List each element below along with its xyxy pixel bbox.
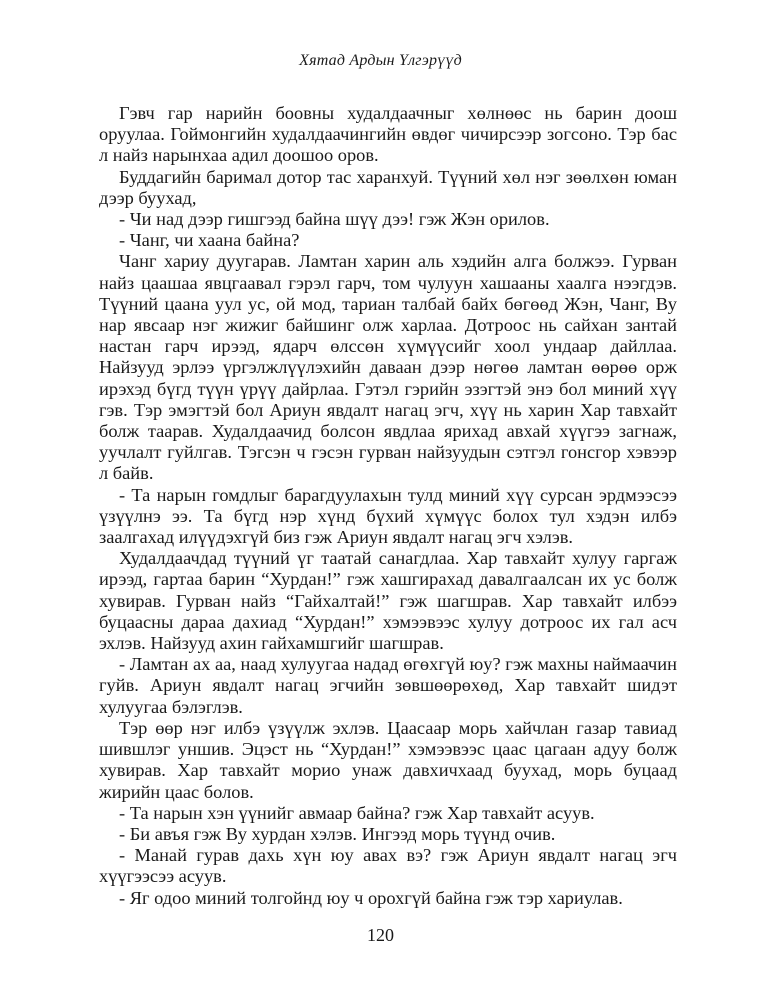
paragraph: Тэр өөр нэг илбэ үзүүлж эхлэв. Цаасаар морь хайчлан газар тавиад шившлэг уншив. Эцэст нь “Хурдан!” хэмээвээс цаас цагаан адуу болж хувирав. Хар тавхайт морио унаж давхичхаад буухад, морь буцаад жирийн цаас болов. — [99, 717, 677, 802]
paragraph: Гэвч гар нарийн боовны худалдаачныг хөлнөөс нь барин доош оруулаа. Гоймонгийн худалдаачингийн өвдөг чичирсээр зогсоно. Тэр бас л найз нарынхаа адил доошоо оров. — [99, 103, 677, 166]
page-number: 120 — [367, 925, 394, 945]
dialogue-line: - Манай гурав дахь хүн юу авах вэ? гэж Ариун явдалт нагац эгч хүүгээсээ асуув. — [99, 845, 677, 887]
dialogue-line: - Ламтан ах аа, наад хулуугаа надад өгөхгүй юу? гэж махны наймаачин гуйв. Ариун явдалт нагац эгчийн зөвшөөрөхөд, Хар тавхайт шидэт хулуугаа бэлэглэв. — [99, 654, 677, 717]
paragraph: Худалдаачдад түүний үг таатай санагдлаа. Хар тавхайт хулуу гаргаж ирээд, гартаа барин “Хурдан!” гэж хашгирахад давалгаалсан их ус болж хувирав. Гурван найз “Гайхалтай!” гэж шагшрав. Хар тавхайт илбээ буцаасны дараа дахиад “Хурдан!” хэмээвээс хулуу дотроос их гал асч эхлэв. Найзууд ахин гайхамшгийг шагшрав. — [99, 548, 677, 654]
dialogue-line: - Яг одоо миний толгойнд юу ч орохгүй байна гэж тэр хариулав. — [119, 887, 623, 908]
dialogue-line: - Та нарын гомдлыг барагдуулахын тулд миний хүү сурсан эрдмээсээ үзүүлнэ ээ. Та бүгд нэр хүнд бүхий хүмүүс болох тул хэдэн илбэ заалгахад илүүдэхгүй биз гэж Ариун явдалт нагац эгч хэлэв. — [99, 484, 677, 548]
dialogue-line: - Би авъя гэж Ву хурдан хэлэв. Ингээд морь түүнд очив. — [119, 823, 556, 844]
dialogue-line: - Чанг, чи хаана байна? — [119, 230, 300, 251]
dialogue-line: - Чи над дээр гишгээд байна шүү дээ! гэж Жэн орилов. — [119, 209, 550, 230]
dialogue-line: - Та нарын хэн үүнийг авмаар байна? гэж Хар тавхайт асуув. — [119, 802, 595, 823]
running-header: Хятад Ардын Үлгэрүүд — [299, 52, 462, 69]
body-text — [99, 103, 677, 909]
paragraph: Чанг хариу дуугарав. Ламтан харин аль хэдийн алга болжээ. Гурван найз цаашаа явцгаавал гэрэл гарч, том чулуун хашааны хаалга нээгдэв. Түүний цаана уул ус, ой мод, тариан талбай байх бөгөөд Жэн, Чанг, Ву нар явсаар нэг жижиг байшинг олж харлаа. Дотроос нь сайхан зантай настан гарч ирээд, ядарч өлссөн хүмүүсийг хоол ундаар дайллаа. Найзууд эрлээ үргэлжлүүлэхийн даваан дээр нөгөө ламтан өөрөө орж ирэхэд бүгд түүн үрүү дайрлаа. Гэтэл гэрийн эзэгтэй энэ бол миний хүү гэв. Тэр эмэгтэй бол Ариун явдалт нагац эгч, хүү нь харин Хар тавхайт болж таарав. Худалдаачид болсон явдлаа ярихад авхай хүүгээ загнаж, уучлалт гуйлгав. Тэгсэн ч гэсэн гурван найзуудын сэтгэл гонсгор хэвээр л байв. — [99, 251, 677, 484]
paragraph: Буддагийн баримал дотор тас харанхуй. Түүний хөл нэг зөөлхөн юман дээр буухад, — [99, 166, 677, 208]
